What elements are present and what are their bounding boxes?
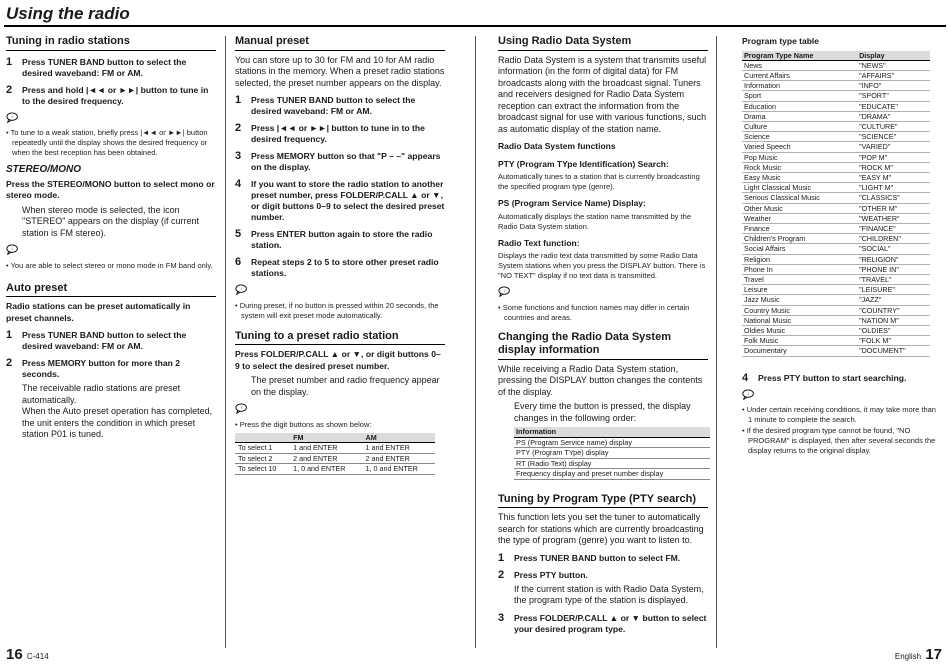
- step: [235, 229, 445, 251]
- stereo-lead: Press the STEREO/MONO button to select mono or stereo mode.: [6, 178, 215, 200]
- section-title-change-display: Changing the Radio Data System display information: [498, 331, 708, 360]
- section-title-tuning: Tuning in radio stations: [6, 36, 216, 51]
- rds-functions-title: Radio Data System functions: [498, 141, 616, 151]
- step: [235, 179, 445, 223]
- pty-desc: Automatically tunes to a station that is currently broadcasting the specified program type (genre).: [498, 172, 700, 191]
- step: [6, 358, 216, 380]
- table-row: To select 1 1 and ENTER 1 and ENTER: [235, 443, 435, 454]
- change-desc: Every time the button is pressed, the display changes in the following order:: [514, 401, 691, 423]
- column-divider: [716, 36, 717, 648]
- step-text: Press ENTER button again to store the radio station.: [251, 229, 433, 250]
- table-row: Oldies Music "OLDIES": [742, 325, 930, 335]
- step: [6, 85, 216, 107]
- step-number: 3: [498, 611, 505, 624]
- table-row: PTY (Program TYpe) display: [514, 448, 710, 459]
- note-text: • You are able to select stereo or mono mode in FM band only.: [6, 260, 213, 270]
- section-title-pty-search: Tuning by Program Type (PTY search): [498, 494, 708, 509]
- note-text: • During preset, if no button is pressed within 20 seconds, the system will exit preset mode automatically.: [235, 300, 439, 320]
- note-icon: [498, 286, 708, 301]
- table-row: Drama "DRAMA": [742, 111, 930, 121]
- table-row: Jazz Music "JAZZ": [742, 295, 930, 305]
- table-header-row: FM AM: [235, 433, 435, 443]
- step: [235, 151, 445, 173]
- note-icon: [6, 244, 216, 259]
- rt-title: Radio Text function:: [498, 237, 580, 248]
- step-text: Press PTY button.: [514, 569, 588, 580]
- table-row: Folk Music "FOLK M": [742, 336, 930, 346]
- table-row: Culture "CULTURE": [742, 121, 930, 131]
- step-number: 1: [498, 551, 505, 564]
- step-text: Press |◄◄ or ►►| button to tune in to the desired frequency.: [251, 123, 425, 144]
- table-row: Social Affairs "SOCIAL": [742, 244, 930, 254]
- step-number: 2: [6, 357, 13, 369]
- step-text: Press TUNER BAND button to select FM.: [514, 552, 681, 563]
- table-row: Easy Music "EASY M": [742, 172, 930, 182]
- table-row: To select 2 2 and ENTER 2 and ENTER: [235, 453, 435, 464]
- step-number: 4: [235, 178, 242, 190]
- stereo-desc: When stereo mode is selected, the icon "STEREO" appears on the display (if current station is FM stereo).: [22, 204, 199, 238]
- note-icon: [235, 284, 445, 299]
- step: [235, 95, 445, 117]
- step-number: 1: [6, 329, 13, 341]
- table-header-row: Information: [514, 427, 710, 437]
- step: [6, 330, 216, 352]
- table-row: Weather "WEATHER": [742, 213, 930, 223]
- step2-desc: If the current station is with Radio Data System, the program type of the station is displayed.: [514, 583, 704, 606]
- step-text: Press PTY button to start searching.: [758, 372, 907, 383]
- note-icon: [235, 403, 445, 418]
- table-row: Children's Program "CHILDREN": [742, 234, 930, 244]
- column-manual-preset: [235, 36, 445, 475]
- table-row: Light Classical Music "LIGHT M": [742, 183, 930, 193]
- ps-desc: Automatically displays the station name transmitted by the Radio Data System station.: [498, 211, 692, 231]
- step: [498, 553, 708, 564]
- table-row: Documentary "DOCUMENT": [742, 346, 930, 356]
- digit-table: [235, 433, 435, 475]
- step-number: 1: [6, 55, 13, 68]
- column-divider: [225, 36, 226, 648]
- step: [498, 613, 708, 635]
- step-number: 3: [235, 150, 242, 162]
- table-row: Serious Classical Music "CLASSICS": [742, 193, 930, 203]
- note-text: • If the desired program type cannot be found, "NO PROGRAM" is displayed, then after several seconds the display returns to the original display.: [742, 426, 936, 456]
- section-title-tuning-preset: Tuning to a preset radio station: [235, 331, 445, 346]
- step-number: 1: [235, 94, 242, 106]
- section-title-auto-preset: Auto preset: [6, 283, 216, 298]
- note-icon: [6, 112, 216, 127]
- note-icon: [742, 389, 942, 404]
- column-rds: [498, 36, 708, 638]
- auto-desc: The receivable radio stations are preset automatically.: [22, 383, 181, 405]
- table-row: Travel "TRAVEL": [742, 274, 930, 284]
- pty-search-intro: This function lets you set the tuner to automatically search for stations which are currently broadcasting the type of program (genre) you want to listen to.: [498, 512, 704, 546]
- step-text: Press TUNER BAND button to select the desired waveband: FM or AM.: [22, 330, 187, 351]
- table-row: RT (Radio Text) display: [514, 458, 710, 469]
- step-text: If you want to store the radio station to another preset number, press FOLDER/P.CALL ▲ or ▼, or digit buttons 0–9 to select the desired preset number.: [251, 179, 445, 222]
- step-text: Press FOLDER/P.CALL ▲ or ▼ button to select your desired program type.: [514, 612, 707, 634]
- table-row: Finance "FINANCE": [742, 223, 930, 233]
- table-row: Other Music "OTHER M": [742, 203, 930, 213]
- step-number: 6: [235, 256, 242, 268]
- step-text: Repeat steps 2 to 5 to store other preset radio stations.: [251, 257, 439, 278]
- auto-desc: When the Auto preset operation has completed, the unit enters the condition in which preset station P01 is tuned.: [22, 406, 213, 439]
- table-row: Religion "RELIGION": [742, 254, 930, 264]
- rt-desc: Displays the radio text data transmitted by some Radio Data System stations when you press the DISPLAY button. There is "NO TEXT" display if no text data is transmitted.: [498, 251, 706, 280]
- table-row: Leisure "LEISURE": [742, 285, 930, 295]
- tuning-lead: Press FOLDER/P.CALL ▲ or ▼, or digit buttons 0–9 to select the desired preset number.: [235, 349, 441, 371]
- program-type-table: [742, 51, 930, 357]
- step-text: Press TUNER BAND button to select the desired waveband: FM or AM.: [22, 56, 187, 78]
- change-lead: While receiving a Radio Data System station, pressing the DISPLAY button changes the contents of the display.: [498, 363, 703, 397]
- page-number-right: English 17: [894, 646, 942, 663]
- table-row: Frequency display and preset number display: [514, 469, 710, 480]
- step-number: 2: [235, 122, 242, 134]
- table-row: National Music "NATION M": [742, 315, 930, 325]
- program-type-table-title: Program type table: [742, 36, 819, 46]
- step-text: Press MEMORY button so that "P – –" appears on the display.: [251, 151, 441, 172]
- table-row: Country Music "COUNTRY": [742, 305, 930, 315]
- section-title-stereo: STEREO/MONO: [6, 164, 82, 175]
- column-program-types: [742, 36, 942, 457]
- display-info-table: [514, 427, 710, 480]
- step: [235, 257, 445, 279]
- table-row: Current Affairs "AFFAIRS": [742, 70, 930, 80]
- step-text: Press MEMORY button for more than 2 seconds.: [22, 358, 181, 379]
- section-title-manual-preset: Manual preset: [235, 36, 445, 51]
- step-number: 4: [742, 371, 749, 384]
- auto-lead: Radio stations can be preset automatically in preset channels.: [6, 301, 191, 323]
- step: [6, 57, 216, 79]
- pty-title: PTY (Program TYpe Identification) Search:: [498, 158, 669, 169]
- step-number: 5: [235, 228, 242, 240]
- rds-intro: Radio Data System is a system that transmits useful information (in the form of digital data) for FM broadcasts along with the broadcast signal. Tuners and receivers designed for Radio Data System reception can extract the information from the broadcast signal for use with various functions, such as automatic display of the station name.: [498, 54, 707, 134]
- table-row: Sport "SPORT": [742, 91, 930, 101]
- table-row: Science "SCIENCE": [742, 132, 930, 142]
- note-text: • Some functions and function names may differ in certain countries and areas.: [498, 302, 690, 322]
- section-title-rds: Using Radio Data System: [498, 36, 708, 51]
- table-header-row: Program Type Name Display: [742, 51, 930, 61]
- table-row: Information "INFO": [742, 81, 930, 91]
- note-text: • To tune to a weak station, briefly press |◄◄ or ►►| button repeatedly until the display shows the desired frequency or when the best reception has been obtained.: [6, 128, 208, 157]
- tuning-desc: The preset number and radio frequency appear on the display.: [251, 375, 440, 397]
- step: [235, 123, 445, 145]
- table-row: Education "EDUCATE": [742, 101, 930, 111]
- table-row: Rock Music "ROCK M": [742, 162, 930, 172]
- page-gutter-divider: [475, 36, 476, 648]
- table-row: Phone In "PHONE IN": [742, 264, 930, 274]
- step-text: Press and hold |◄◄ or ►►| button to tune in to the desired frequency.: [22, 84, 209, 106]
- page-title: Using the radio: [6, 4, 130, 23]
- table-row: News "NEWS": [742, 60, 930, 70]
- table-row: Pop Music "POP M": [742, 152, 930, 162]
- ps-title: PS (Program Service Name) Display:: [498, 198, 646, 208]
- step-number: 2: [498, 568, 505, 581]
- title-divider: [4, 25, 946, 27]
- table-row: PS (Program Service name) display: [514, 437, 710, 448]
- table-row: Varied Speech "VARIED": [742, 142, 930, 152]
- page-number-left: 16 C-414: [6, 646, 49, 663]
- manual-intro: You can store up to 30 for FM and 10 for AM radio stations in the memory. When a preset radio stations selected, the preset number appears on the display.: [235, 54, 445, 88]
- step: [742, 373, 942, 384]
- note-text: • Press the digit buttons as shown below:: [235, 419, 372, 429]
- step-text: Press TUNER BAND button to select the desired waveband: FM or AM.: [251, 95, 416, 116]
- table-row: To select 10 1, 0 and ENTER 1, 0 and ENTER: [235, 464, 435, 475]
- step: [498, 570, 708, 581]
- column-tuning: [6, 36, 216, 444]
- step-number: 2: [6, 83, 13, 96]
- note-text: • Under certain receiving conditions, it may take more than 1 minute to complete the search.: [742, 405, 936, 425]
